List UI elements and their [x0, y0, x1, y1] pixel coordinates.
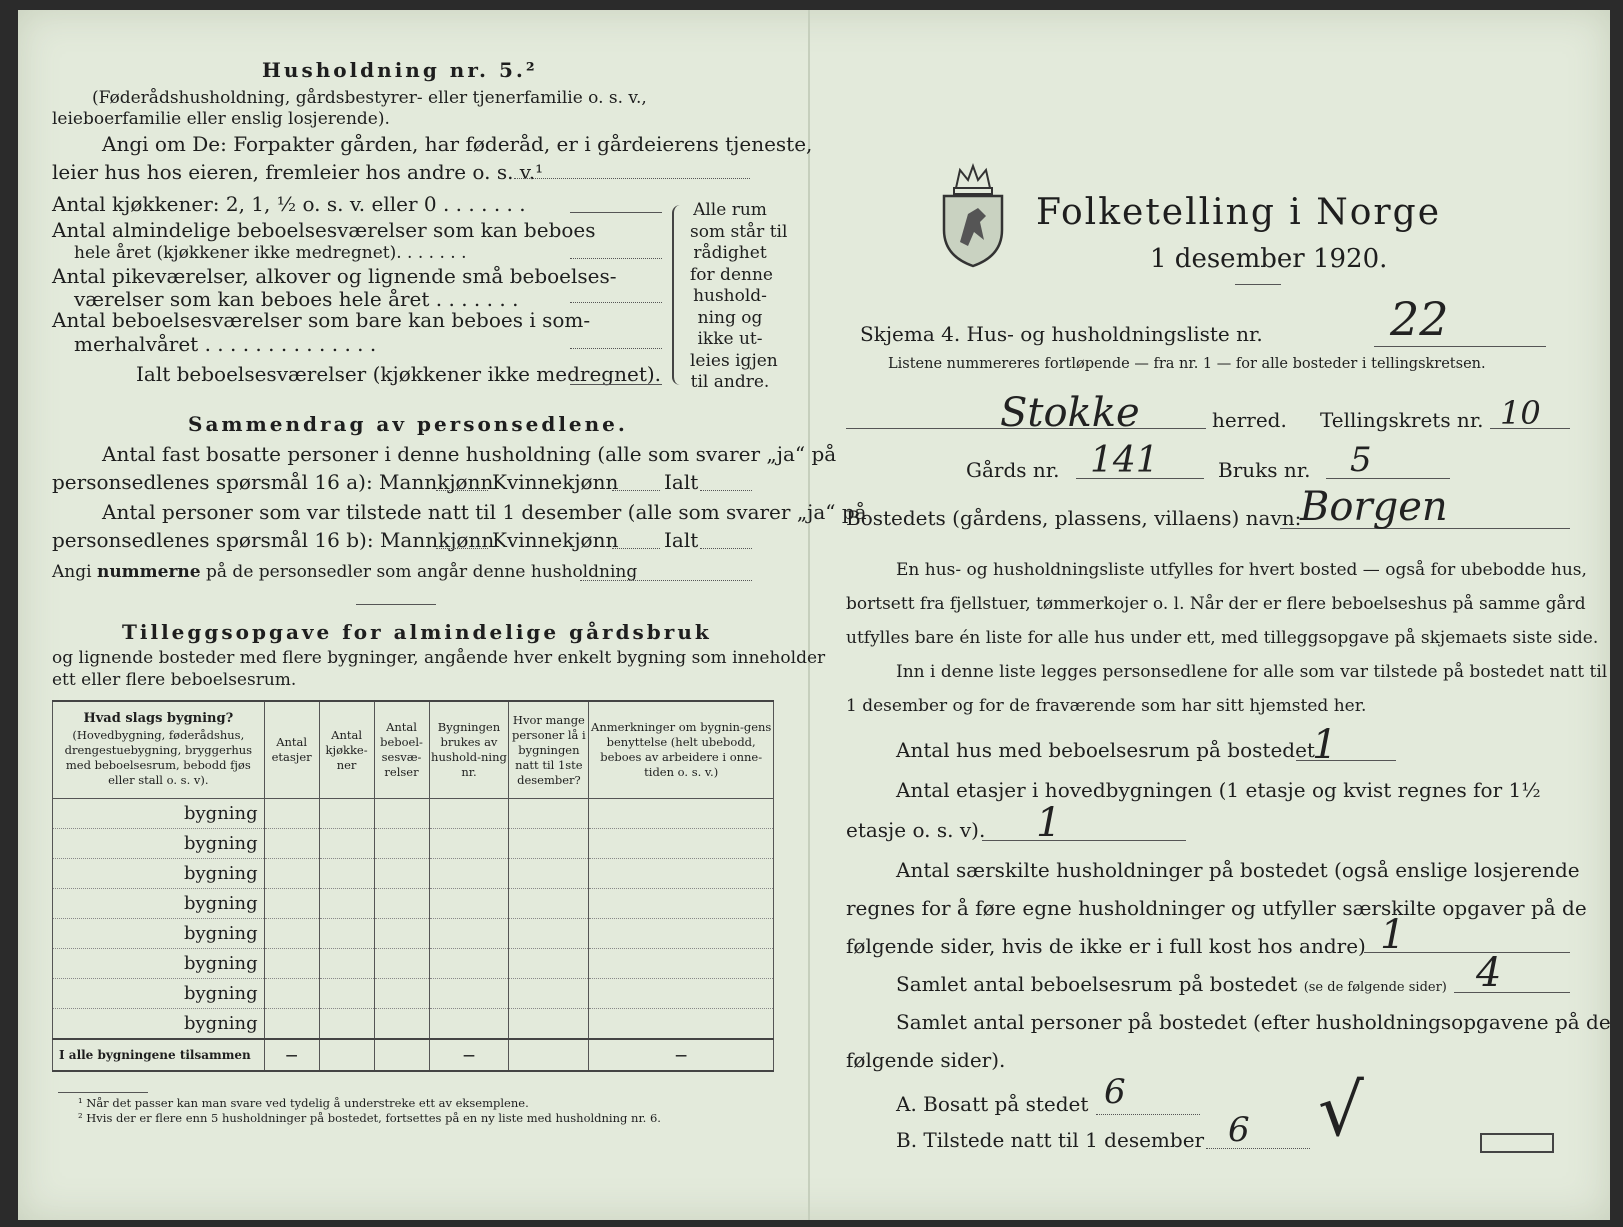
- fast-total-field[interactable]: [700, 490, 752, 491]
- coat-of-arms-icon: [938, 160, 1008, 270]
- angi-answer-line[interactable]: [514, 178, 750, 179]
- info-line-5: 1 desember og for de fraværende som har sitt hjemsted her.: [846, 696, 1367, 716]
- husholdninger-line-2: regnes for å føre egne husholdninger og utfyller særskilte opgaver på de: [846, 896, 1587, 920]
- numre-field[interactable]: [580, 580, 752, 581]
- skjema-label: Skjema 4. Hus- og husholdningsliste nr.: [860, 322, 1263, 346]
- angi-line-2: leier hus hos eieren, fremleier hos andre o. s. v.¹: [52, 160, 544, 184]
- table-row[interactable]: bygning: [53, 949, 774, 979]
- col-building-type: Hvad slags bygning? (Hovedbygning, føderådshus, drengestuebygning, bryggerhus med beboelsesrum, bebodd fjøs eller stall o. s. v).: [53, 701, 265, 799]
- tilstede-line-1: Antal personer som var tilstede natt til 1 desember (alle som svarer „ja“ på: [102, 500, 867, 524]
- tilstede-female-label: Kvinnekjønn: [492, 528, 619, 552]
- bosatt-value: 6: [1104, 1072, 1126, 1112]
- form-title: Folketelling i Norge: [1036, 192, 1441, 233]
- col-floors: Antal etasjer: [264, 701, 319, 799]
- supplement-text-2: ett eller flere beboelsesrum.: [52, 670, 297, 690]
- bruks-label: Bruks nr.: [1218, 458, 1311, 482]
- summer-rooms-label-2: merhalvåret . . . . . . . . . . . . . .: [74, 332, 377, 356]
- summary-heading: Sammendrag av personsedlene.: [188, 412, 628, 436]
- table-row[interactable]: bygning: [53, 859, 774, 889]
- personer-line-2: følgende sider).: [846, 1048, 1006, 1072]
- fast-female-field[interactable]: [612, 490, 660, 491]
- hus-field[interactable]: [1296, 760, 1396, 761]
- numre-label: Angi nummerne på de personsedler som angår denne husholdning: [52, 562, 638, 582]
- bruks-value: 5: [1350, 440, 1372, 480]
- buildings-table: [52, 700, 774, 1072]
- footnote-2: ² Hvis der er flere enn 5 husholdninger på bostedet, fortsettes på en ny liste med husholdning nr. 6.: [78, 1111, 661, 1125]
- rum-label: Samlet antal beboelsesrum på bostedet (se de følgende sider): [896, 972, 1447, 996]
- krets-label: Tellingskrets nr.: [1320, 408, 1484, 432]
- herred-label: herred.: [1212, 408, 1287, 432]
- table-row[interactable]: bygning: [53, 889, 774, 919]
- maid-rooms-label-1: Antal pikeværelser, alkover og lignende små beboelses-: [52, 264, 617, 288]
- tilstede-total-label: Ialt: [664, 528, 699, 552]
- etasjer-line-2: etasje o. s. v).: [846, 818, 986, 842]
- gards-value: 141: [1090, 440, 1159, 481]
- maid-rooms-label-2: værelser som kan beboes hele året . . . . . . .: [74, 287, 519, 311]
- husholdninger-line-3: følgende sider, hvis de ikke er i full kost hos andre): [846, 934, 1366, 958]
- kitchens-field[interactable]: [570, 212, 662, 213]
- bosted-label: Bostedets (gårdens, plassens, villaens) navn:: [846, 506, 1302, 530]
- form-date: 1 desember 1920.: [1150, 244, 1388, 274]
- info-line-2: bortsett fra fjellstuer, tømmerkojer o. l. Når der er flere beboelseshus på samme gård: [846, 594, 1586, 614]
- fast-line-1: Antal fast bosatte personer i denne husholdning (alle som svarer „ja“ på: [102, 442, 837, 466]
- etasjer-line-1: Antal etasjer i hovedbygningen (1 etasje og kvist regnes for 1½: [896, 778, 1541, 802]
- husholdninger-line-1: Antal særskilte husholdninger på bostedet (også enslige losjerende: [896, 858, 1580, 882]
- total-rooms-label: Ialt beboelsesværelser (kjøkkener ikke medregnet).: [136, 362, 662, 386]
- maid-rooms-field[interactable]: [570, 302, 662, 303]
- table-row[interactable]: bygning: [53, 799, 774, 829]
- summer-rooms-field[interactable]: [570, 348, 662, 349]
- tilstede-label: B. Tilstede natt til 1 desember: [896, 1128, 1205, 1152]
- household-title: Husholdning nr. 5.²: [262, 58, 538, 82]
- kitchens-label: Antal kjøkkener: 2, 1, ½ o. s. v. eller 0 . . . . . . .: [52, 192, 526, 216]
- info-line-1: En hus- og husholdningsliste utfylles for hvert bosted — også for ubebodde hus,: [896, 560, 1587, 580]
- table-header: [53, 701, 774, 799]
- bruks-field[interactable]: [1326, 478, 1450, 479]
- etasjer-field[interactable]: [982, 840, 1186, 841]
- col-remarks: Anmerkninger om bygnin-gens benyttelse (helt ubebodd, beboes av arbeidere i onne-tiden o. s. v.): [589, 701, 774, 799]
- date-underline: [1235, 284, 1281, 285]
- supplement-text-1: og lignende bosteder med flere bygninger, angående hver enkelt bygning som inneholder: [52, 648, 826, 668]
- gards-label: Gårds nr.: [966, 458, 1060, 482]
- section-divider: [356, 604, 436, 605]
- col-rooms: Antal beboel-sesvæ-relser: [374, 701, 429, 799]
- col-household: Bygningen brukes av hushold-ning nr.: [429, 701, 509, 799]
- etasjer-value: 1: [1036, 800, 1062, 846]
- summer-rooms-label-1: Antal beboelsesværelser som bare kan beboes i som-: [52, 308, 591, 332]
- tilstede-line-2: personsedlenes spørsmål 16 b): Mannkjønn: [52, 528, 495, 552]
- tilstede-total-field[interactable]: [700, 548, 752, 549]
- bosatt-field[interactable]: [1096, 1114, 1200, 1115]
- table-total-row: I alle bygningene tilsammen — — —: [53, 1039, 774, 1071]
- brace-note: Alle rum som står til rådighet for denne hushold- ning og ikke ut- leies igjen til andre.: [690, 200, 788, 392]
- fast-male-field[interactable]: [436, 490, 488, 491]
- herred-value: Stokke: [1000, 390, 1140, 436]
- rum-field[interactable]: [1454, 992, 1570, 993]
- table-row[interactable]: bygning: [53, 979, 774, 1009]
- angi-line-1: Angi om De: Forpakter gården, har føderåd, er i gårdeierens tjeneste,: [102, 132, 813, 156]
- table-row[interactable]: bygning: [53, 829, 774, 859]
- tilstede-female-field[interactable]: [612, 548, 660, 549]
- ordinary-rooms-label-1: Antal almindelige beboelsesværelser som kan beboes: [52, 218, 596, 242]
- fast-line-2: personsedlenes spørsmål 16 a): Mannkjønn: [52, 470, 494, 494]
- fast-female-label: Kvinnekjønn: [492, 470, 619, 494]
- rooms-brace: [672, 205, 686, 385]
- col-kitchens: Antal kjøkke-ner: [319, 701, 374, 799]
- ordinary-rooms-field[interactable]: [570, 258, 662, 259]
- hus-label: Antal hus med beboelsesrum på bostedet: [896, 738, 1315, 762]
- list-number-value: 22: [1390, 292, 1449, 346]
- col-persons: Hvor mange personer lå i bygningen natt til 1ste desember?: [509, 701, 589, 799]
- list-number-field[interactable]: [1374, 346, 1546, 347]
- bosted-value: Borgen: [1300, 484, 1448, 530]
- fast-total-label: Ialt: [664, 470, 699, 494]
- ordinary-rooms-label-2: hele året (kjøkkener ikke medregnet). . . . . . .: [74, 243, 467, 263]
- info-line-3: utfylles bare én liste for alle hus under ett, med tilleggsopgave på skjemaets siste side.: [846, 628, 1599, 648]
- total-rooms-field[interactable]: [570, 384, 662, 385]
- footnote-rule: [58, 1092, 148, 1093]
- rum-value: 4: [1476, 950, 1502, 996]
- table-row[interactable]: bygning: [53, 919, 774, 949]
- numbering-note: Listene nummereres fortløpende — fra nr. 1 — for alle bosteder i tellingskretsen.: [888, 356, 1486, 372]
- table-row[interactable]: bygning: [53, 1009, 774, 1040]
- tilstede-male-field[interactable]: [436, 548, 488, 549]
- hus-value: 1: [1312, 722, 1338, 768]
- printer-stamp: [1480, 1133, 1554, 1153]
- page-fold: [808, 10, 810, 1220]
- tilstede-value: 6: [1228, 1110, 1250, 1150]
- bosatt-label: A. Bosatt på stedet: [896, 1092, 1089, 1116]
- personer-line-1: Samlet antal personer på bostedet (efter husholdningsopgavene på de: [896, 1010, 1611, 1034]
- info-line-4: Inn i denne liste legges personsedlene for alle som var tilstede på bostedet natt til: [896, 662, 1608, 682]
- husholdninger-value: 1: [1380, 912, 1406, 958]
- check-mark: √: [1318, 1068, 1364, 1152]
- footnote-1: ¹ Når det passer kan man svare ved tydelig å understreke ett av eksemplene.: [78, 1096, 529, 1110]
- krets-value: 10: [1500, 394, 1541, 432]
- household-intro: (Føderådshusholdning, gårdsbestyrer- eller tjenerfamilie o. s. v., leieboerfamilie eller enslig losjerende).: [52, 88, 647, 129]
- supplement-heading: Tilleggsopgave for almindelige gårdsbruk: [122, 620, 712, 644]
- tilstede-field[interactable]: [1206, 1148, 1310, 1149]
